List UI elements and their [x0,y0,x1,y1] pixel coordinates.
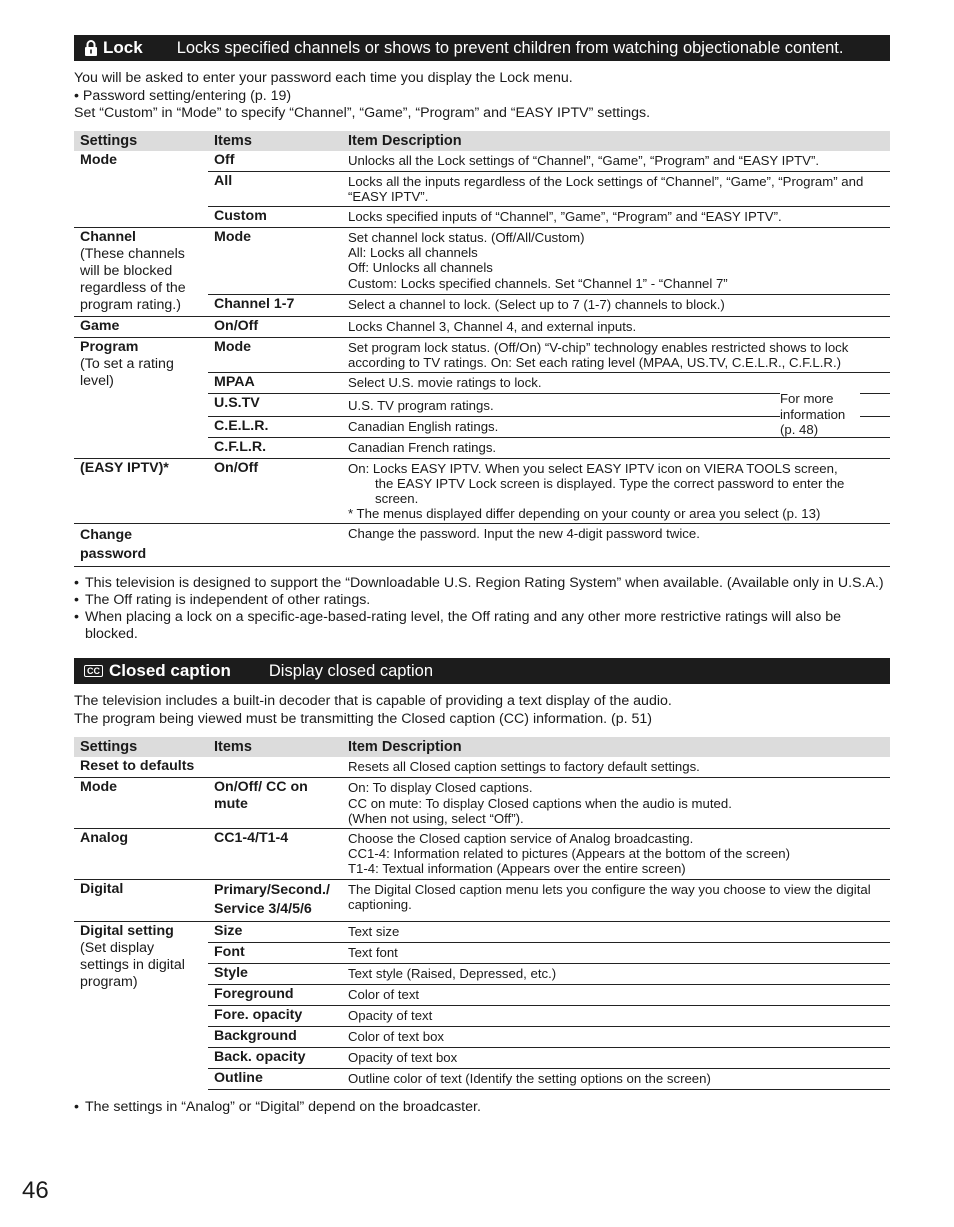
setting-program-label: Program [80,338,139,355]
desc-celr-text: Canadian English ratings. [348,418,499,434]
item-celr: C.E.L.R. [208,416,342,437]
desc-reset: Resets all Closed caption settings to factory default settings. [348,759,700,775]
lock-title-text: Lock [103,38,143,57]
setting-channel-label: Channel [80,228,136,245]
desc-style: Text style (Raised, Depressed, etc.) [342,963,890,984]
desc-custom: Locks specified inputs of “Channel”, ”Game”, “Program” and “EASY IPTV”. [342,206,890,227]
desc-program-mode: Set program lock status. (Off/On) “V-chip” technology enables restricted shows to lock according to TV ratings. On: Set each rating level (MPAA, US.TV, C.E.L.R., C.F.L.R.) [342,337,890,372]
desc-line: Off: Unlocks all channels [348,260,493,276]
lock-intro [74,70,890,123]
desc-digital: The Digital Closed caption menu lets you configure the way you choose to view the digital captioning. [342,879,890,921]
setting-program-note: (To set a rating level) [80,355,174,389]
lock-intro-line: Set “Custom” in “Mode” to specify “Channel”, “Game”, “Program” and “EASY IPTV” settings. [74,105,651,121]
lock-title [84,38,143,58]
item-outline: Outline [208,1068,342,1089]
setting-digital-setting-note: (Set display settings in digital program) [80,939,185,990]
setting-channel-note: (These channels will be blocked regardless of the program rating.) [80,245,186,313]
desc-outline: Outline color of text (Identify the setting options on the screen) [342,1068,890,1089]
cc-intro-line: The television includes a built-in decoder that is capable of providing a text display of the audio. [74,693,672,710]
setting-change-password: Change password [74,524,208,567]
desc-line: Custom: Locks specified channels. Set “Channel 1” - “Channel 7” [348,275,728,291]
item-custom: Custom [208,206,342,227]
more-info-note: For more information (p. 48) [780,391,860,437]
cc-title-text: Closed caption [109,661,231,681]
desc-line: * The menus displayed differ depending on your county or area you select (p. 13) [348,506,821,522]
padlock-icon [84,40,98,56]
table-row [74,879,890,921]
lock-intro-line: • Password setting/entering (p. 19) [74,87,292,104]
table-row [74,757,890,778]
item-game: On/Off [208,316,342,337]
header-settings: Settings [74,737,208,757]
table-row [74,227,890,294]
lock-notes [74,575,890,643]
table-row [74,524,890,567]
item-size: Size [208,921,342,942]
cc-notes [74,1099,890,1116]
item-ustv: U.S.TV [208,394,342,416]
lock-settings-table [74,131,890,568]
table-row [74,828,890,879]
desc-change-password: Change the password. Input the new 4-digit password twice. [342,524,890,567]
manual-page [74,35,890,1116]
setting-easy-iptv: (EASY IPTV)* [74,458,208,524]
closed-caption-icon: CC [84,665,103,677]
item-mpaa: MPAA [208,373,342,394]
desc-line: T1-4: Textual information (Appears over the entire screen) [348,861,686,877]
cc-section-header [74,658,890,684]
cc-settings-table [74,737,890,1089]
desc-ustv-text: U.S. TV program ratings. [348,398,494,414]
table-row [74,921,890,942]
desc-font: Text font [342,942,890,963]
setting-digital-setting [74,921,208,1089]
table-row [74,337,890,372]
desc-line: Choose the Closed caption service of Analog broadcasting. [348,830,694,846]
note-text: The settings in “Analog” or “Digital” depend on the broadcaster. [85,1098,481,1115]
desc-line: Set channel lock status. (Off/All/Custom) [348,229,585,245]
lock-section-header [74,35,890,61]
setting-mode: Mode [80,151,118,168]
desc-cflr: Canadian French ratings. [342,437,890,458]
item-off: Off [214,151,235,168]
desc-line: CC on mute: To display Closed captions when the audio is muted. [348,795,732,811]
cc-title [84,661,231,681]
desc-background: Color of text box [342,1026,890,1047]
item-easy-iptv: On/Off [208,458,342,524]
header-items: Items [208,131,342,151]
table-header-row [74,737,890,757]
cc-intro-line: The program being viewed must be transmitting the Closed caption (CC) information. (p. 51) [74,710,653,727]
table-row [74,151,890,172]
item-change-password [208,524,342,567]
lock-intro-line: You will be asked to enter your password each time you display the Lock menu. [74,70,573,86]
item-analog: CC1-4/T1-4 [208,828,342,879]
item-background: Background [208,1026,342,1047]
item-font: Font [208,942,342,963]
setting-channel [74,227,208,316]
desc-all: Locks all the inputs regardless of the Lock settings of “Channel”, “Game”, “Program” and “EASY IPTV”. [342,171,890,206]
setting-reset: Reset to defaults [80,758,195,775]
desc-fore-opacity: Opacity of text [342,1005,890,1026]
table-row [74,458,890,524]
desc-easy-iptv [342,458,890,524]
setting-digital: Digital [74,879,208,921]
desc-line: (When not using, select “Off”). [348,810,524,826]
header-description: Item Description [342,131,890,151]
header-items: Items [208,737,342,757]
setting-cc-mode: Mode [74,778,208,829]
page-number: 46 [22,1177,49,1204]
desc-line: On: Locks EASY IPTV. When you select EASY IPTV icon on VIERA TOOLS screen, [348,460,838,476]
note-text: When placing a lock on a specific-age-based-rating level, the Off rating and any other more restrictive ratings will also be blocked. [85,609,841,643]
note-item: • The Off rating is independent of other ratings. [74,592,890,609]
table-row [74,316,890,337]
header-settings: Settings [74,131,208,151]
item-fore-opacity: Fore. opacity [208,1005,342,1026]
item-foreground: Foreground [208,984,342,1005]
setting-game: Game [74,316,208,337]
note-item: • When placing a lock on a specific-age-based-rating level, the Off rating and any other more restrictive ratings will also be blocked. [74,609,890,643]
note-item: • This television is designed to support the “Downloadable U.S. Region Rating System” when available. (Available only in U.S.A.) [74,575,890,592]
desc-line: On: To display Closed captions. [348,780,533,796]
cc-intro [74,693,890,728]
desc-off: Unlocks all the Lock settings of “Channel”, “Game”, “Program” and “EASY IPTV”. [348,152,820,168]
desc-cc-mode [342,778,890,829]
desc-game: Locks Channel 3, Channel 4, and external inputs. [342,316,890,337]
desc-mpaa: Select U.S. movie ratings to lock. [342,373,890,394]
note-text: This television is designed to support the “Downloadable U.S. Region Rating System” when available. (Available only in U.S.A.) [85,575,884,592]
desc-back-opacity: Opacity of text box [342,1047,890,1068]
item-cflr: C.F.L.R. [208,437,342,458]
item-channel-mode: Mode [208,227,342,294]
setting-program [74,337,208,458]
table-header-row [74,131,890,151]
item-all: All [208,171,342,206]
header-description: Item Description [342,737,890,757]
table-row [74,778,890,829]
desc-size: Text size [342,921,890,942]
item-back-opacity: Back. opacity [208,1047,342,1068]
desc-line: All: Locks all channels [348,245,478,261]
desc-line: the EASY IPTV Lock screen is displayed. Type the correct password to enter the screen. [375,475,845,506]
item-program-mode: Mode [208,337,342,372]
cc-description: Display closed caption [268,661,434,680]
desc-analog [342,828,890,879]
item-cc-mode: On/Off/ CC on mute [208,778,342,829]
note-item: • The settings in “Analog” or “Digital” depend on the broadcaster. [74,1099,890,1116]
lock-description: Locks specified channels or shows to prevent children from watching objectionable content. [176,38,844,57]
desc-channel-1-7: Select a channel to lock. (Select up to 7 (1-7) channels to block.) [342,295,890,317]
setting-analog: Analog [74,828,208,879]
item-style: Style [208,963,342,984]
desc-channel-mode [342,227,890,294]
desc-line: CC1-4: Information related to pictures (Appears at the bottom of the screen) [348,846,791,862]
setting-digital-setting-label: Digital setting [80,922,174,939]
note-text: The Off rating is independent of other ratings. [85,592,371,609]
desc-foreground: Color of text [342,984,890,1005]
item-channel-1-7: Channel 1-7 [208,295,342,317]
item-digital: Primary/Second./ Service 3/4/5/6 [208,879,342,921]
